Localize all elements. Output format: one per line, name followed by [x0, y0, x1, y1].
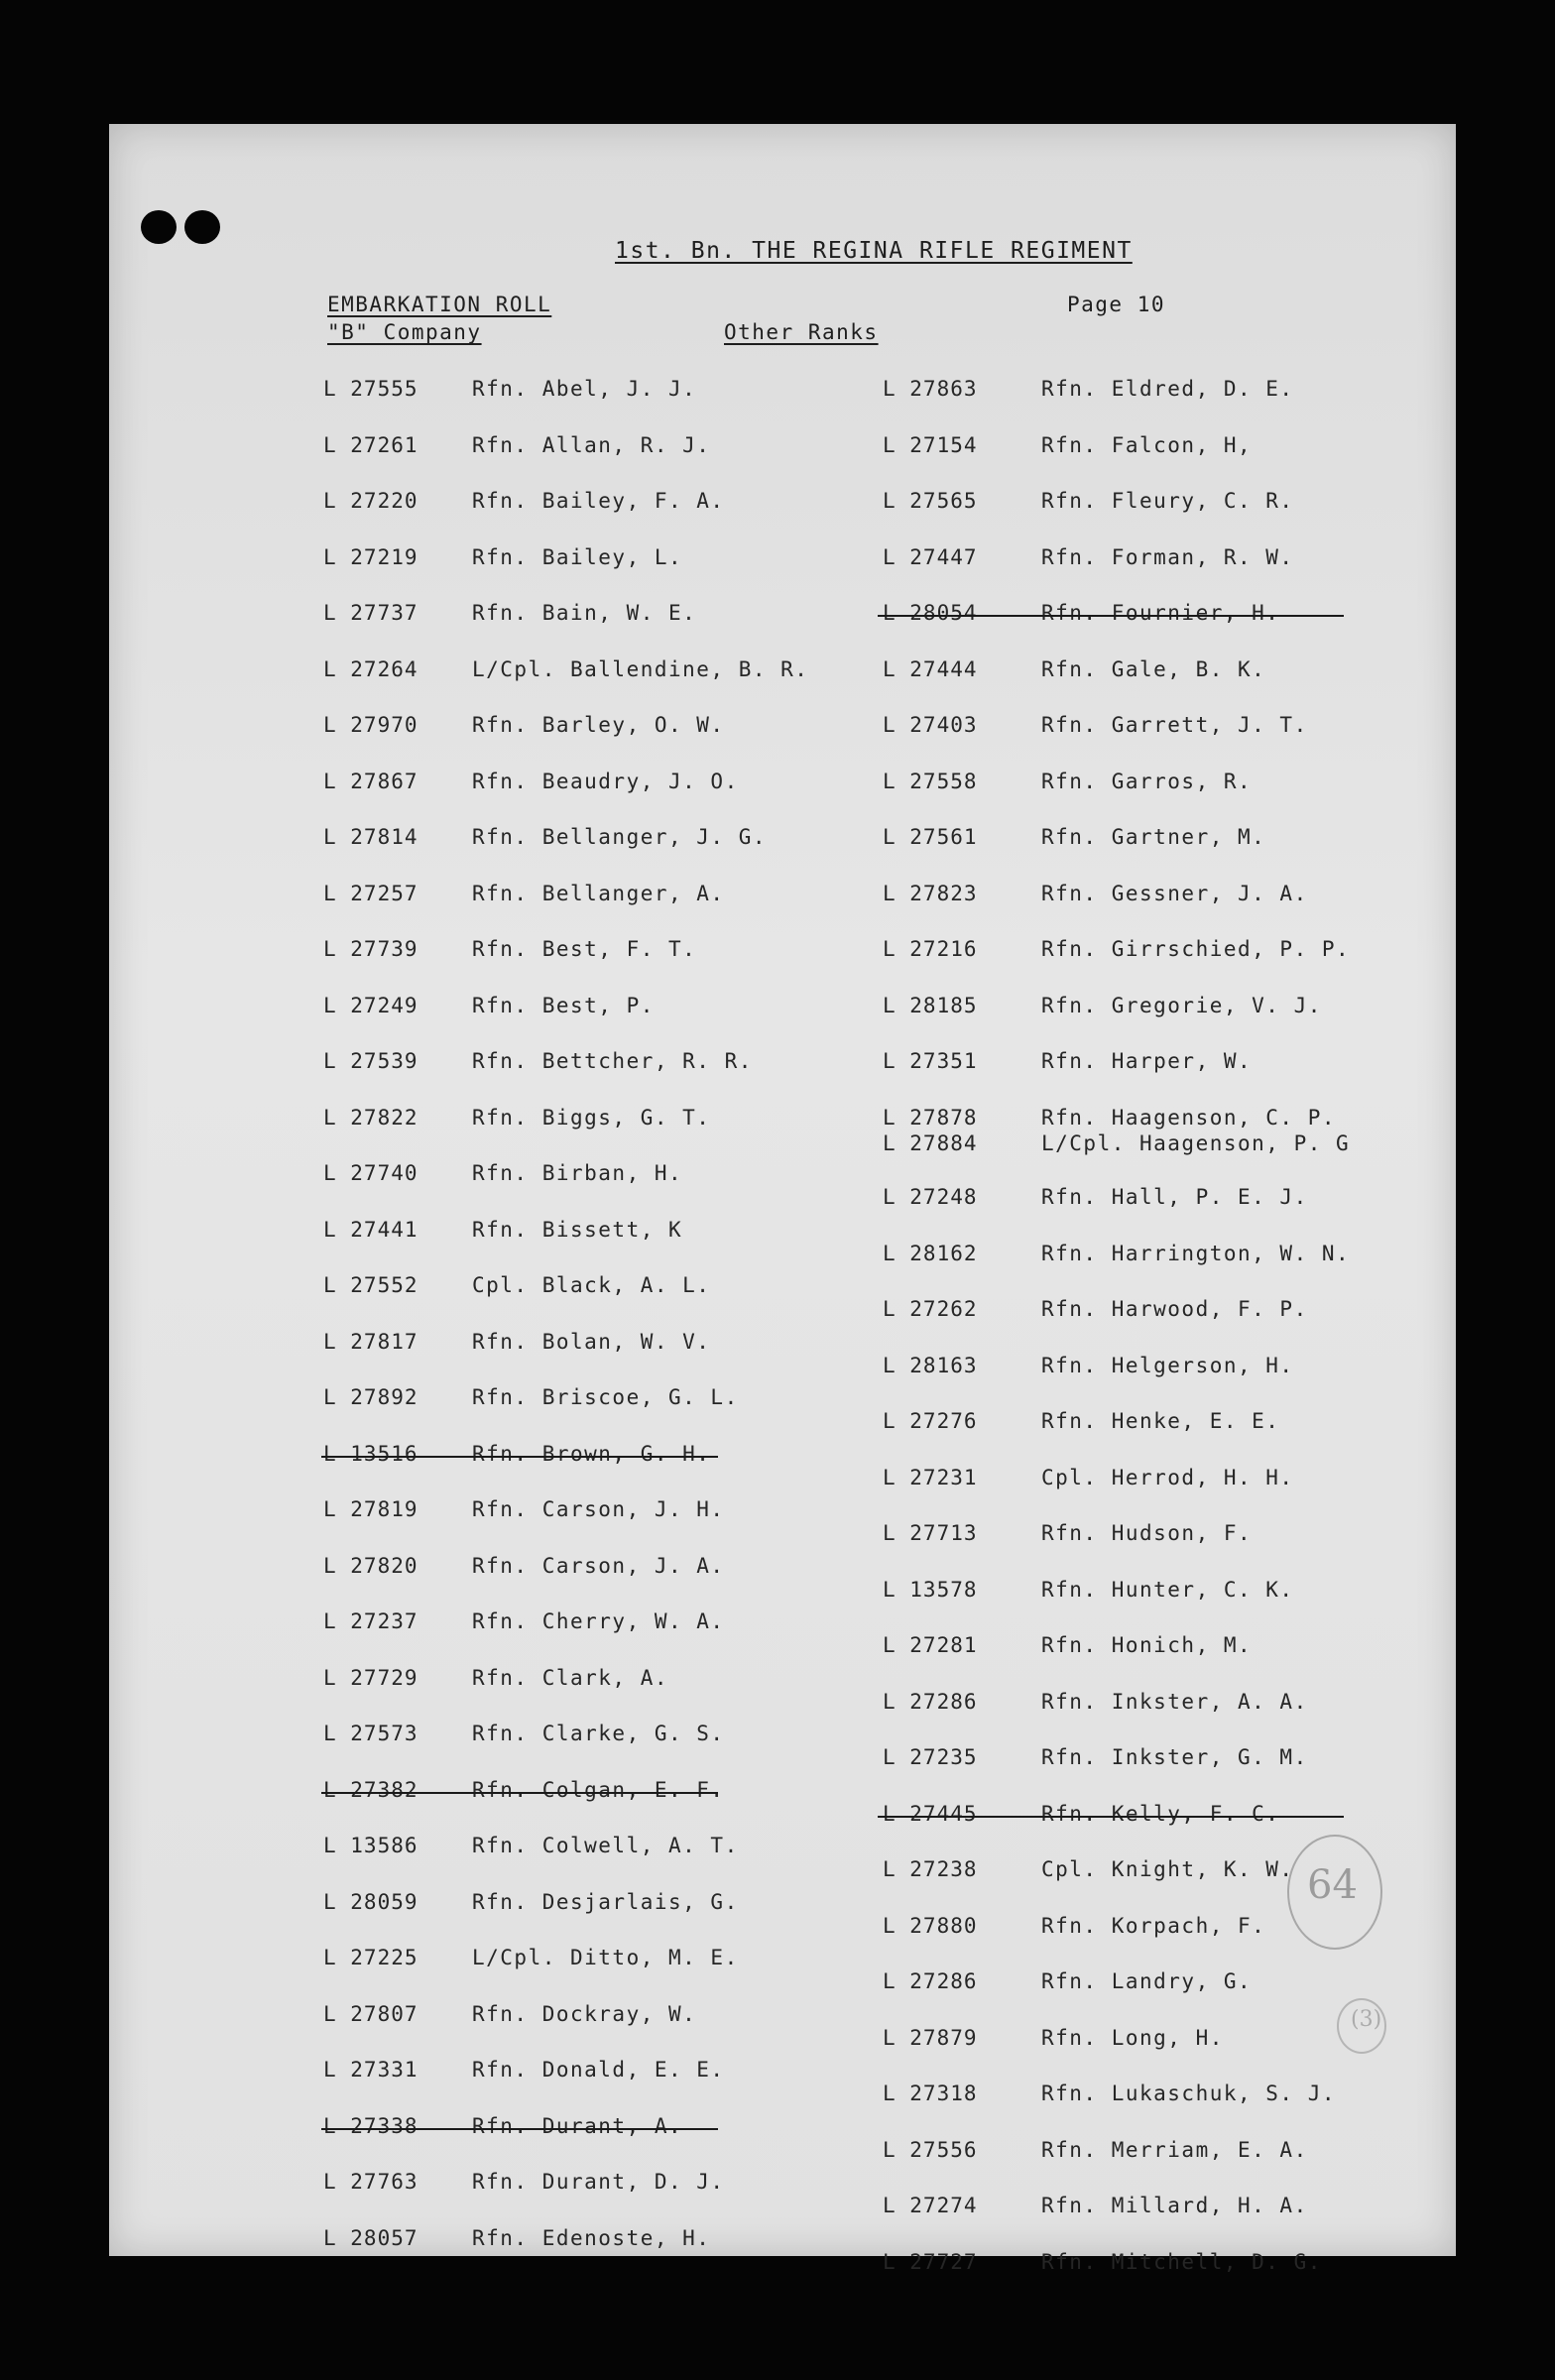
roll-title: EMBARKATION ROLL	[327, 293, 552, 316]
service-number: L 27238	[883, 1857, 978, 1881]
service-number: L 27555	[323, 377, 419, 401]
company-label: "B" Company	[327, 320, 482, 344]
service-number: L 13578	[883, 1577, 978, 1602]
soldier-name: Rfn. Gartner, M.	[1041, 825, 1266, 849]
service-number: L 27817	[323, 1329, 419, 1354]
soldier-name: Rfn. Fournier, H.	[1041, 601, 1280, 625]
service-number: L 27220	[323, 489, 419, 513]
service-number: L 27261	[323, 432, 419, 457]
soldier-name: Rfn. Desjarlais, G.	[472, 1889, 739, 1914]
service-number: L 27447	[883, 544, 978, 569]
service-number: L 27822	[323, 1105, 419, 1130]
service-number: L 27216	[883, 937, 978, 961]
service-number: L 27445	[883, 1801, 978, 1826]
service-number: L 27331	[323, 2058, 419, 2082]
service-number: L 28162	[883, 1241, 978, 1265]
service-number: L 27880	[883, 1913, 978, 1938]
soldier-name: Rfn. Long, H.	[1041, 2025, 1224, 2050]
soldier-name: Rfn. Allan, R. J.	[472, 432, 711, 457]
soldier-name: Rfn. Harrington, W. N.	[1041, 1241, 1351, 1265]
soldier-name: Rfn. Best, F. T.	[472, 937, 697, 961]
service-number: L 27219	[323, 544, 419, 569]
service-number: L 28185	[883, 993, 978, 1017]
soldier-name: L/Cpl. Haagenson, P. G	[1041, 1131, 1351, 1155]
soldier-name: Rfn. Gregorie, V. J.	[1041, 993, 1322, 1017]
soldier-name: Rfn. Mitchell, D. G.	[1041, 2249, 1322, 2274]
soldier-name: Rfn. Garrett, J. T.	[1041, 713, 1308, 737]
service-number: L 27729	[323, 1665, 419, 1690]
service-number: L 27257	[323, 881, 419, 905]
service-number: L 27444	[883, 656, 978, 681]
service-number: L 27276	[883, 1409, 978, 1433]
service-number: L 13516	[323, 1441, 419, 1466]
punch-hole	[141, 210, 177, 244]
page-number: Page 10	[1067, 293, 1166, 316]
service-number: L 27727	[883, 2249, 978, 2274]
service-number: L 28059	[323, 1889, 419, 1914]
soldier-name: Rfn. Abel, J. J.	[472, 377, 697, 401]
service-number: L 27970	[323, 713, 419, 737]
soldier-name: L/Cpl. Ditto, M. E.	[472, 1946, 739, 1969]
soldier-name: Rfn. Landry, G.	[1041, 1969, 1253, 1993]
service-number: L 27867	[323, 769, 419, 793]
service-number: L 27763	[323, 2170, 419, 2194]
service-number: L 27338	[323, 2113, 419, 2138]
soldier-name: Cpl. Herrod, H. H.	[1041, 1465, 1294, 1489]
soldier-name: Rfn. Merriam, E. A.	[1041, 2137, 1308, 2162]
soldier-name: Rfn. Birban, H.	[472, 1161, 683, 1185]
soldier-name: Rfn. Gale, B. K.	[1041, 656, 1266, 681]
soldier-name: Rfn. Haagenson, C. P.	[1041, 1105, 1337, 1130]
service-number: L 27382	[323, 1777, 419, 1802]
soldier-name: Rfn. Brown, G. H.	[472, 1441, 711, 1466]
soldier-name: Rfn. Beaudry, J. O.	[472, 769, 739, 793]
soldier-name: Rfn. Edenoste, H.	[472, 2225, 711, 2250]
soldier-name: Rfn. Lukaschuk, S. J.	[1041, 2082, 1337, 2105]
soldier-name: Rfn. Barley, O. W.	[472, 713, 725, 737]
soldier-name: Rfn. Gessner, J. A.	[1041, 881, 1308, 905]
service-number: L 27561	[883, 825, 978, 849]
soldier-name: Rfn. Dockray, W.	[472, 2001, 697, 2026]
service-number: L 27820	[323, 1553, 419, 1578]
service-number: L 27807	[323, 2001, 419, 2026]
soldier-name: Rfn. Briscoe, G. L.	[472, 1385, 739, 1409]
soldier-name: Rfn. Biggs, G. T.	[472, 1105, 711, 1130]
soldier-name: Rfn. Inkster, G. M.	[1041, 1745, 1308, 1769]
soldier-name: Rfn. Bailey, L.	[472, 544, 683, 569]
soldier-name: Rfn. Clarke, G. S.	[472, 1722, 725, 1745]
service-number: L 27863	[883, 377, 978, 401]
service-number: L 27556	[883, 2137, 978, 2162]
service-number: L 27286	[883, 1969, 978, 1993]
service-number: L 27823	[883, 881, 978, 905]
soldier-name: Rfn. Bellanger, J. G.	[472, 825, 768, 849]
soldier-name: Rfn. Helgerson, H.	[1041, 1353, 1294, 1377]
service-number: L 27249	[323, 993, 419, 1017]
service-number: L 27737	[323, 601, 419, 625]
soldier-name: Rfn. Bolan, W. V.	[472, 1329, 711, 1354]
soldier-name: Rfn. Girrschied, P. P.	[1041, 937, 1351, 961]
service-number: L 27281	[883, 1633, 978, 1657]
soldier-name: Rfn. Bissett, K	[472, 1217, 683, 1242]
soldier-name: Rfn. Bailey, F. A.	[472, 489, 725, 513]
service-number: L 28163	[883, 1353, 978, 1377]
soldier-name: Rfn. Hall, P. E. J.	[1041, 1185, 1308, 1209]
service-number: L 27441	[323, 1217, 419, 1242]
handwritten-folio-number: 64	[1307, 1862, 1358, 1908]
service-number: L 27318	[883, 2082, 978, 2105]
service-number: L 27225	[323, 1946, 419, 1969]
service-number: L 28057	[323, 2225, 419, 2250]
soldier-name: Rfn. Bettcher, R. R.	[472, 1049, 753, 1073]
ranks-label: Other Ranks	[724, 320, 879, 344]
soldier-name: Rfn. Millard, H. A.	[1041, 2194, 1308, 2217]
service-number: L 27879	[883, 2025, 978, 2050]
soldier-name: Rfn. Bellanger, A.	[472, 881, 725, 905]
soldier-name: Rfn. Forman, R. W.	[1041, 544, 1294, 569]
soldier-name: Rfn. Colgan, E. F.	[472, 1777, 725, 1802]
soldier-name: Rfn. Garros, R.	[1041, 769, 1253, 793]
page-title: 1st. Bn. THE REGINA RIFLE REGIMENT	[615, 238, 1133, 264]
soldier-name: Rfn. Cherry, W. A.	[472, 1609, 725, 1633]
soldier-name: Rfn. Hudson, F.	[1041, 1521, 1253, 1545]
soldier-name: Rfn. Eldred, D. E.	[1041, 377, 1294, 401]
soldier-name: Rfn. Colwell, A. T.	[472, 1834, 739, 1857]
service-number: L 27274	[883, 2194, 978, 2217]
soldier-name: Rfn. Clark, A.	[472, 1665, 669, 1690]
soldier-name: Rfn. Falcon, H,	[1041, 432, 1253, 457]
service-number: L 27248	[883, 1185, 978, 1209]
service-number: L 27552	[323, 1273, 419, 1297]
service-number: L 28054	[883, 601, 978, 625]
service-number: L 27286	[883, 1689, 978, 1714]
service-number: L 27403	[883, 713, 978, 737]
service-number: L 27573	[323, 1722, 419, 1745]
service-number: L 27539	[323, 1049, 419, 1073]
soldier-name: Cpl. Knight, K. W.	[1041, 1857, 1294, 1881]
soldier-name: Rfn. Harwood, F. P.	[1041, 1297, 1308, 1321]
service-number: L 13586	[323, 1834, 419, 1857]
soldier-name: Rfn. Best, P.	[472, 993, 655, 1017]
soldier-name: Rfn. Durant, D. J.	[472, 2170, 725, 2194]
soldier-name: Rfn. Inkster, A. A.	[1041, 1689, 1308, 1714]
soldier-name: Rfn. Hunter, C. K.	[1041, 1577, 1294, 1602]
soldier-name: Rfn. Fleury, C. R.	[1041, 489, 1294, 513]
soldier-name: Rfn. Harper, W.	[1041, 1049, 1253, 1073]
service-number: L 27558	[883, 769, 978, 793]
punch-hole	[184, 210, 220, 244]
service-number: L 27235	[883, 1745, 978, 1769]
handwritten-page-mark: (3)	[1351, 2007, 1382, 2032]
service-number: L 27814	[323, 825, 419, 849]
soldier-name: L/Cpl. Ballendine, B. R.	[472, 656, 809, 681]
service-number: L 27262	[883, 1297, 978, 1321]
service-number: L 27739	[323, 937, 419, 961]
service-number: L 27154	[883, 432, 978, 457]
soldier-name: Rfn. Carson, J. A.	[472, 1553, 725, 1578]
service-number: L 27264	[323, 656, 419, 681]
soldier-name: Rfn. Henke, E. E.	[1041, 1409, 1280, 1433]
service-number: L 27892	[323, 1385, 419, 1409]
soldier-name: Rfn. Honich, M.	[1041, 1633, 1253, 1657]
soldier-name: Rfn. Carson, J. H.	[472, 1497, 725, 1521]
service-number: L 27565	[883, 489, 978, 513]
service-number: L 27231	[883, 1465, 978, 1489]
soldier-name: Rfn. Korpach, F.	[1041, 1913, 1266, 1938]
service-number: L 27713	[883, 1521, 978, 1545]
service-number: L 27351	[883, 1049, 978, 1073]
soldier-name: Rfn. Donald, E. E.	[472, 2058, 725, 2082]
service-number: L 27740	[323, 1161, 419, 1185]
soldier-name: Cpl. Black, A. L.	[472, 1273, 711, 1297]
soldier-name: Rfn. Bain, W. E.	[472, 601, 697, 625]
soldier-name: Rfn. Durant, A.	[472, 2113, 683, 2138]
service-number: L 27884	[883, 1131, 978, 1155]
soldier-name: Rfn. Kelly, F. C.	[1041, 1801, 1280, 1826]
service-number: L 27819	[323, 1497, 419, 1521]
service-number: L 27237	[323, 1609, 419, 1633]
service-number: L 27878	[883, 1105, 978, 1130]
